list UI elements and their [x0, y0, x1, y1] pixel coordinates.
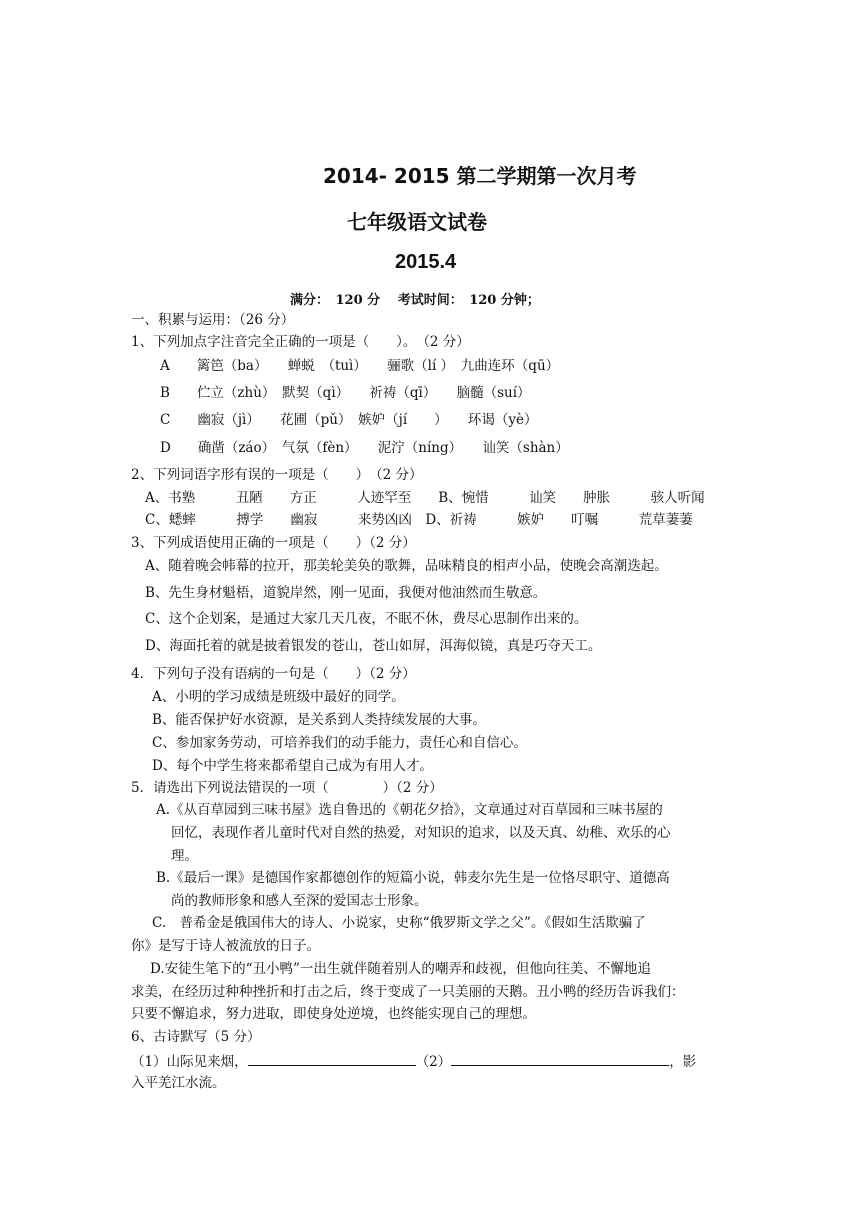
q2-row-2: C、蟋蟀 搏学 幽寂 来势凶凶 D、祈祷 嫉妒 叮嘱 荒草萋萋 — [145, 512, 693, 528]
answer-blank-1[interactable] — [248, 1051, 416, 1066]
q5-option-c-line1: C. 普希金是俄国伟大的诗人、小说家，史称“俄罗斯文学之父”。《假如生活欺骗了 — [152, 915, 646, 931]
q5-option-d-line3: 只要不懈追求，努力进取，即使身处逆境，也终能实现自己的理想。 — [131, 1006, 536, 1022]
q6-poem-line — [131, 1051, 696, 1071]
q5-option-d-line2: 求美，在经历过种种挫折和打击之后，终于变成了一只美丽的天鹅。丑小鸭的经历告诉我们： — [131, 984, 685, 1000]
section-heading: 一、积累与运用：（26 分） — [131, 312, 295, 328]
q4-option-d: D、每个中学生将来都希望自己成为有用人才。 — [152, 758, 433, 774]
exam-subtitle: 七年级语文试卷 — [347, 210, 487, 234]
q5-option-d-line1: D.安徒生笔下的“丑小鸭”一出生就伴随着别人的嘲弄和歧视，但他向往美、不懈地追 — [150, 961, 651, 977]
q5-option-a-line1: A.《从百草园到三味书屋》选自鲁迅的《朝花夕拾》，文章通过对百草园和三味书屋的 — [156, 802, 663, 818]
q4-option-c: C、参加家务劳动，可培养我们的动手能力，责任心和自信心。 — [152, 735, 527, 751]
q5-option-a-line2: 回忆，表现作者儿童时代对自然的热爱，对知识的追求，以及天真、幼稚、欢乐的心 — [171, 825, 671, 841]
q3-option-c: C、这个企划案，是通过大家几天几夜，不眠不休，费尽心思制作出来的。 — [145, 611, 588, 627]
q5-stem: 5．请选出下列说法错误的一项（ ）（2 分） — [131, 780, 443, 796]
q1-option-c: C 幽寂（jì） 花圃（pǔ） 嫉妒（jí ） 环谒（yè） — [160, 412, 538, 428]
q6-part-2: （2） — [415, 1054, 452, 1070]
exam-date: 2015.4 — [395, 251, 457, 273]
q5-option-c-line2: 你》是写于诗人被流放的日子。 — [131, 938, 320, 954]
q5-option-b-line1: B.《最后一课》是德国作家都德创作的短篇小说，韩麦尔先生是一位恪尽职守、道德高 — [156, 870, 670, 886]
q3-option-a: A、随着晚会帏幕的拉开，那美轮美奂的歌舞，品味精良的相声小品，使晚会高潮迭起。 — [145, 558, 668, 574]
q2-stem: 2、下列词语字形有误的一项是（ ） （2 分） — [131, 467, 423, 483]
q3-stem: 3、下列成语使用正确的一项是（ ）（2 分） — [131, 535, 416, 551]
exam-title: 2014- 2015 第二学期第一次月考 — [323, 164, 637, 188]
q1-stem: 1、下列加点字注音完全正确的一项是（ ）。 （2 分） — [131, 334, 470, 350]
q4-option-a: A、小明的学习成绩是班级中最好的同学。 — [152, 689, 405, 705]
q3-option-b: B、先生身材魁梧，道貌岸然，刚一见面，我便对他油然而生敬意。 — [145, 585, 547, 601]
q5-option-a-line3: 理。 — [171, 848, 198, 864]
q6-stem: 6、古诗默写（5 分） — [131, 1029, 261, 1045]
q2-row-1: A、书塾 丑陋 方正 人迹罕至 B、惋惜 讪笑 肿胀 骇人听闻 — [145, 490, 705, 506]
q5-option-b-line2: 尚的教师形象和感人至深的爱国志士形象。 — [171, 893, 428, 909]
q6-part-1: （1）山际见来烟， — [131, 1054, 248, 1070]
q3-option-d: D、海面托着的就是披着银发的苍山，苍山如屏，洱海似镜，真是巧夺天工。 — [145, 638, 602, 654]
q1-option-a: A 篱笆（ba） 蝉蜕 （tuì） 骊歌（lí ） 九曲连环（qū） — [160, 358, 560, 374]
q1-option-d: D 确凿（záo） 气氛（fèn） 泥泞（níng） 讪笑（shàn） — [160, 440, 569, 456]
q1-option-b: B 伫立（zhù） 默契（qì） 祈祷（qī） 脑髓（suí） — [160, 385, 531, 401]
answer-blank-2[interactable] — [451, 1051, 669, 1066]
exam-meta: 满分： 120 分 考试时间： 120 分钟； — [290, 293, 540, 308]
q4-option-b: B、能否保护好水资源，是关系到人类持续发展的大事。 — [152, 712, 486, 728]
q6-part-3: ，影 — [669, 1054, 697, 1070]
q4-stem: 4．下列句子没有语病的一句是（ ）（2 分） — [131, 666, 416, 682]
q6-poem-line-2: 入平羌江水流。 — [131, 1075, 226, 1091]
